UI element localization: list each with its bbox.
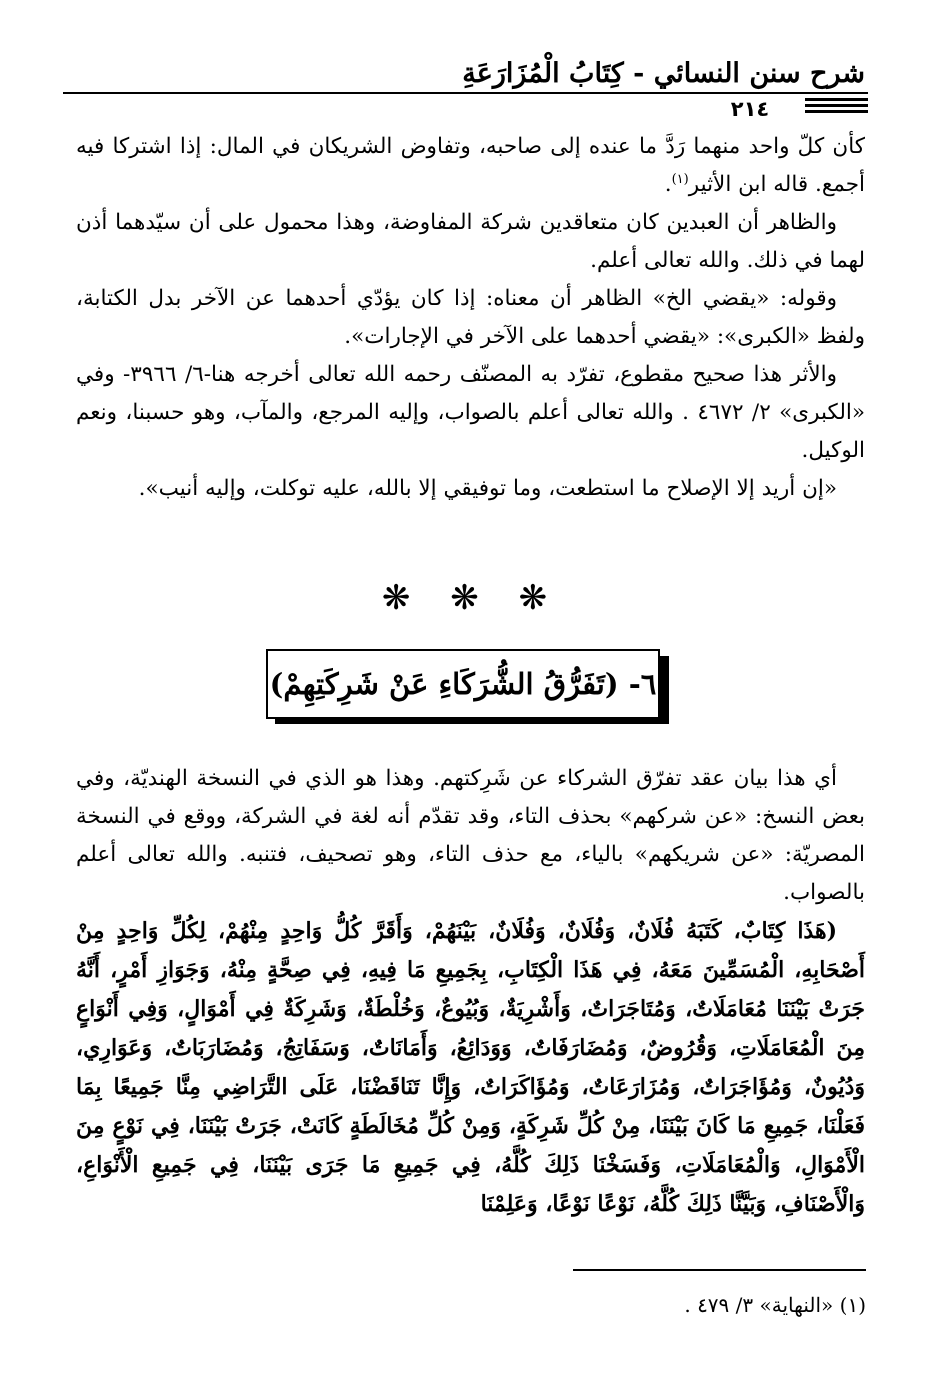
running-title: شرح سنن النسائي - كِتَابُ الْمُزَارَعَةِ [462,58,865,89]
header-rule [63,92,868,94]
paragraph: والظاهر أن العبدين كان متعاقدين شركة المفاوضة، وهذا محمول على أن سيّدهما أذن لهما في ذلك. والله تعالى أعلم. [76,210,865,273]
body-text-bottom [76,760,865,1224]
hadith-text: (هَذَا كِتَابٌ، كَتَبَهُ فُلَانٌ، وَفُلَانٌ، وَفُلَانٌ، بَيْنَهُمْ، وَأَقَرَّ كُلُّ وَاحِدٍ مِنْهُمْ، لِكُلِّ وَاحِدٍ مِنْ أَصْحَابِهِ، الْمُسَمِّينَ مَعَهُ، فِي هَذَا الْكِتَابِ، بِجَمِيعِ مَا فِيهِ، فِي صِحَّةٍ مِنْهُ، وَجَوَازِ أَمْرٍ، أَنَّهُ جَرَتْ بَيْنَنَا مُعَامَلَاتٌ، وَمُتَاجَرَاتٌ، وَأَشْرِيَةٌ، وَبُيُوعٌ، وَخُلْطَةٌ، وَشَرِكَةٌ فِي أَمْوَالٍ، وَفِي أَنْوَاعٍ مِنَ الْمُعَامَلَاتِ، وَقُرُوضٌ، وَمُضَارَفَاتٌ، وَوَدَائِعُ، وَأَمَانَاتٌ، وَسَفَاتِجُ، وَمُضَارَبَاتٌ، وَعَوَارِي، وَدُيُونٌ، وَمُؤَاجَرَاتٌ، وَمُزَارَعَاتٌ، وَمُؤَاكَرَاتٌ، وَإِنَّا تَنَاقَضْنَا، عَلَى التَّرَاضِي مِنَّا جَمِيعًا بِمَا فَعَلْنَا، جَمِيعِ مَا كَانَ بَيْنَنَا، مِنْ كُلِّ شَرِكَةٍ، وَمِنْ كُلِّ مُخَالَطَةٍ كَانَتْ، جَرَتْ بَيْنَنَا، فِي نَوْعٍ مِنَ الْأَمْوَالِ، وَالْمُعَامَلَاتِ، وَفَسَخْنَا ذَلِكَ كُلَّهُ، فِي جَمِيعِ مَا جَرَى بَيْنَنَا، فِي جَمِيعِ الْأَنْوَاعِ، وَالْأَصْنَافِ، وَبَيَّنَّا ذَلِكَ كُلَّهُ، نَوْعًا نَوْعًا، وَعَلِمْنَا [76,918,865,1217]
paragraph-text: كأن كلّ واحد منهما رَدَّ ما عنده إلى صاحبه، وتفاوض الشريكان في المال: إذا اشتركا فيه أجمع. قاله ابن الأثير [76,134,865,197]
body-text-top [76,128,865,508]
footnote: (١) «النهاية» ٣/ ٤٧٩ . [684,1293,866,1317]
page-number-ornament [805,98,868,118]
footnote-rule [573,1269,866,1271]
paragraph: وقوله: «يقضي الخ» الظاهر أن معناه: إذا كان يؤدّي أحدهما عن الآخر بدل الكتابة، ولفظ «الكبرى»: «يقضي أحدهما على الآخر في الإجارات». [76,286,865,349]
paragraph: والأثر هذا صحيح مقطوع، تفرّد به المصنّف رحمه الله تعالى أخرجه هنا-٦/ ٣٩٦٦- وفي «الكبرى» ٢/ ٤٦٧٢ . والله تعالى أعلم بالصواب، وإليه المرجع، والمآب، وهو حسبنا، ونعم الوكيل. [76,362,866,463]
section-title: ٦- (تَفَرُّقُ الشُّرَكَاءِ عَنْ شَرِكَتِهِمْ) [269,667,657,701]
section-divider-ornament: ❋ ❋ ❋ [381,578,562,618]
paragraph: «إن أريد إلا الإصلاح ما استطعت، وما توفيقي إلا بالله، عليه توكلت، وإليه أنيب». [138,476,837,501]
section-title-box [266,649,660,719]
paragraph: أي هذا بيان عقد تفرّق الشركاء عن شَرِكتهم. وهذا هو الذي في النسخة الهنديّة، وفي بعض النسخ: «عن شركهم» بحذف التاء، وقد تقدّم أنه لغة في الشركة، ووقع في النسخة المصريّة: «عن شريكهم» بالياء، مع حذف التاء، وهو تصحيف، فتنبه. والله تعالى أعلم بالصواب. [76,766,865,905]
footnote-ref[interactable]: (١) [671,171,689,187]
page-number: ٢١٤ [730,97,770,121]
paragraph-end: . [664,172,672,197]
paragraph [76,128,865,204]
